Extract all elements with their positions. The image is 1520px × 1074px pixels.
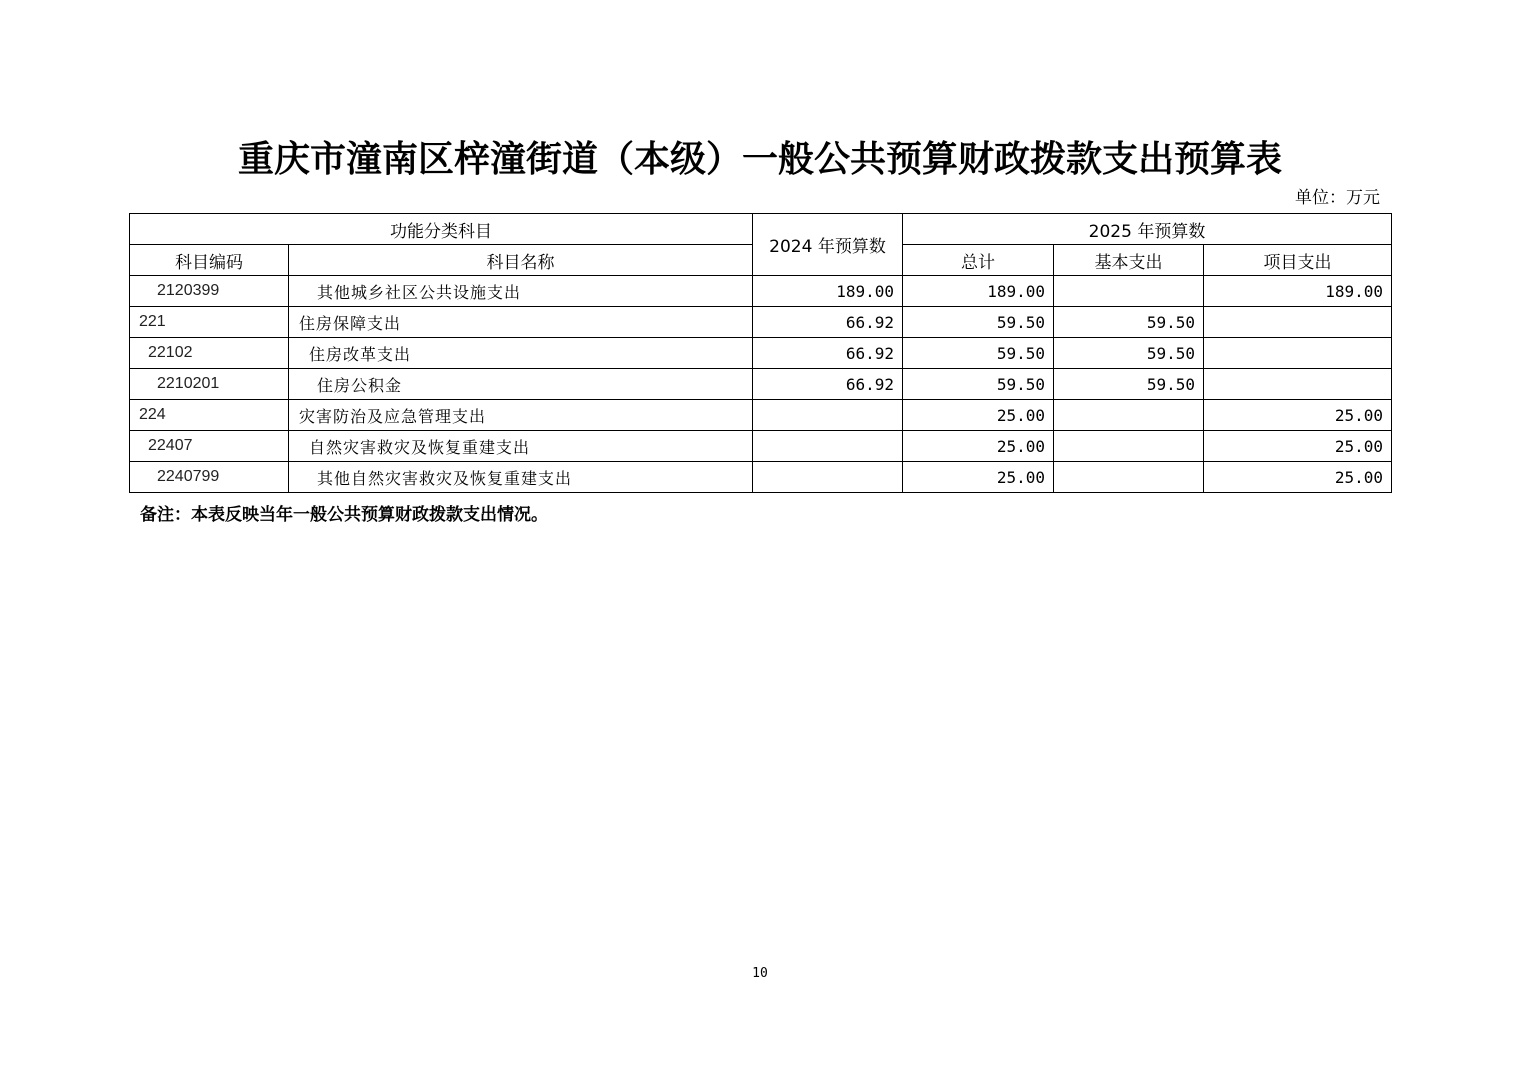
unit-label: 单位：万元 [1295, 188, 1380, 208]
budget-2024-cell: 189.00 [753, 276, 903, 307]
total-cell: 59.50 [903, 369, 1054, 400]
basic-expenditure-cell: 59.50 [1054, 369, 1204, 400]
total-cell: 25.00 [903, 431, 1054, 462]
header-basic-expenditure: 基本支出 [1054, 245, 1204, 276]
basic-expenditure-cell [1054, 431, 1204, 462]
table-row [130, 307, 1392, 338]
table-note: 备注：本表反映当年一般公共预算财政拨款支出情况。 [140, 505, 548, 525]
project-expenditure-cell: 25.00 [1204, 431, 1392, 462]
budget-table [129, 213, 1392, 493]
subject-code-cell: 2120399 [130, 276, 289, 307]
subject-name-cell: 自然灾害救灾及恢复重建支出 [289, 431, 753, 462]
header-subject-name: 科目名称 [289, 245, 753, 276]
document-title: 重庆市潼南区梓潼街道（本级）一般公共预算财政拨款支出预算表 [237, 138, 1282, 180]
table-body [130, 276, 1392, 493]
project-expenditure-cell [1204, 338, 1392, 369]
subject-name-cell: 其他自然灾害救灾及恢复重建支出 [289, 462, 753, 493]
subject-name-cell: 灾害防治及应急管理支出 [289, 400, 753, 431]
subject-name-cell: 住房公积金 [289, 369, 753, 400]
basic-expenditure-cell [1054, 462, 1204, 493]
basic-expenditure-cell: 59.50 [1054, 307, 1204, 338]
subject-name-cell: 住房改革支出 [289, 338, 753, 369]
project-expenditure-cell: 25.00 [1204, 400, 1392, 431]
subject-name-cell: 其他城乡社区公共设施支出 [289, 276, 753, 307]
header-project-expenditure: 项目支出 [1204, 245, 1392, 276]
subject-code-cell: 2240799 [130, 462, 289, 493]
subject-code-cell: 224 [130, 400, 289, 431]
page-number: 10 [752, 966, 768, 981]
table-row [130, 369, 1392, 400]
budget-2024-cell [753, 400, 903, 431]
budget-2024-cell: 66.92 [753, 307, 903, 338]
total-cell: 25.00 [903, 400, 1054, 431]
subject-code-cell: 22407 [130, 431, 289, 462]
budget-2024-cell [753, 431, 903, 462]
table-row [130, 400, 1392, 431]
subject-code-cell: 2210201 [130, 369, 289, 400]
table-row [130, 276, 1392, 307]
project-expenditure-cell [1204, 369, 1392, 400]
total-cell: 59.50 [903, 307, 1054, 338]
basic-expenditure-cell [1054, 276, 1204, 307]
project-expenditure-cell: 189.00 [1204, 276, 1392, 307]
header-functional-classification: 功能分类科目 [130, 214, 753, 245]
subject-name-cell: 住房保障支出 [289, 307, 753, 338]
basic-expenditure-cell [1054, 400, 1204, 431]
table-header [130, 214, 1392, 276]
header-subject-code: 科目编码 [130, 245, 289, 276]
table-row [130, 462, 1392, 493]
basic-expenditure-cell: 59.50 [1054, 338, 1204, 369]
table-row [130, 338, 1392, 369]
header-row-1 [130, 214, 1392, 245]
budget-2024-cell [753, 462, 903, 493]
project-expenditure-cell: 25.00 [1204, 462, 1392, 493]
budget-2024-cell: 66.92 [753, 369, 903, 400]
subject-code-cell: 221 [130, 307, 289, 338]
total-cell: 59.50 [903, 338, 1054, 369]
table-row [130, 431, 1392, 462]
project-expenditure-cell [1204, 307, 1392, 338]
total-cell: 189.00 [903, 276, 1054, 307]
header-budget-2025: 2025 年预算数 [903, 214, 1392, 245]
total-cell: 25.00 [903, 462, 1054, 493]
header-total: 总计 [903, 245, 1054, 276]
header-budget-2024: 2024 年预算数 [753, 214, 903, 276]
subject-code-cell: 22102 [130, 338, 289, 369]
budget-2024-cell: 66.92 [753, 338, 903, 369]
